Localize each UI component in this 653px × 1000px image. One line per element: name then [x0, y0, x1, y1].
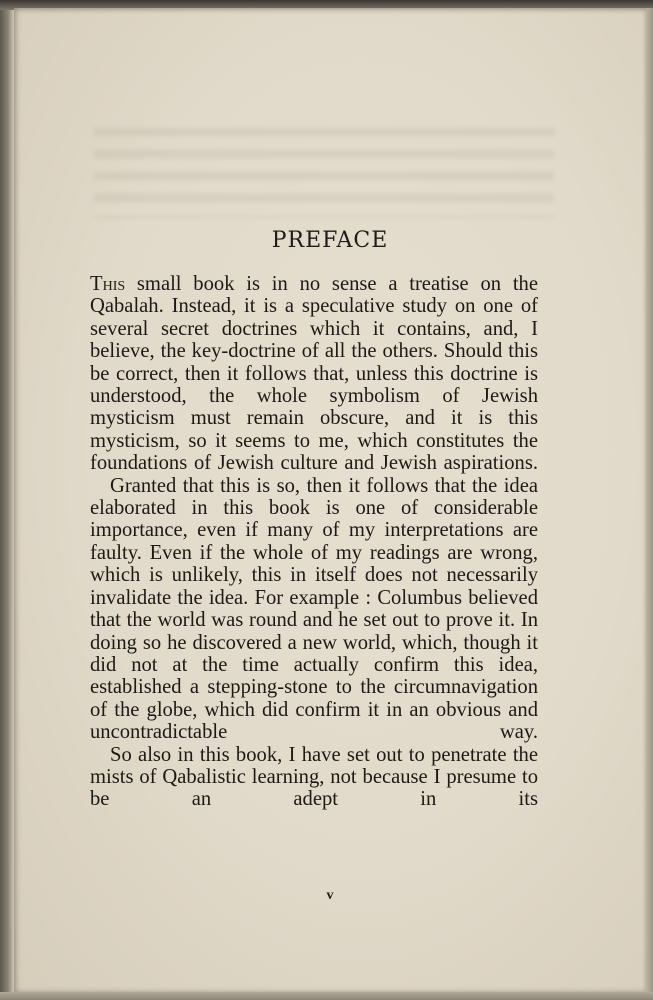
paragraph-3: So also in this book, I have set out to penetrate the mists of Qabalistic learning, not because I presume to be an adept in its	[90, 743, 538, 811]
paragraph-1-lead: This	[90, 273, 126, 295]
page-number: v	[326, 888, 334, 903]
page-title: PREFACE	[271, 228, 389, 253]
paragraph-1-text: small book is in no sense a treatise on the Qabalah. Instead, it is a speculative study on one of several secret doctrines which it contains, and, I believe, the key-doctrine of all the others. Should this be correct, then it follows that, unless this doctrine is understood, the whole symbolism of Jewish mysticism must remain obscure, and it is this mysticism, so it seems to me, which constitutes the foundations of Jewish culture and Jewish aspirations.	[90, 273, 538, 475]
show-through-text	[94, 128, 554, 218]
page-bottom-edge	[0, 992, 653, 1000]
page-right-edge	[646, 8, 653, 992]
paragraph-1	[90, 273, 538, 475]
book-page	[14, 8, 646, 992]
preface-body	[90, 273, 538, 811]
paragraph-2: Granted that this is so, then it follows that the idea elaborated in this book is one of considerable importance, even if many of my interpretations are faulty. Even if the whole of my readings are wrong, which is unlikely, this in itself does not necessarily invalidate the idea. For example : Columbus believed that the world was round and he set out to prove it. In doing so he discovered a new world, which, though it did not at the time actually confirm this idea, established a stepping-stone to the circumnavigation of the globe, which did confirm it in an obvious and uncontradictable way.	[90, 474, 538, 744]
